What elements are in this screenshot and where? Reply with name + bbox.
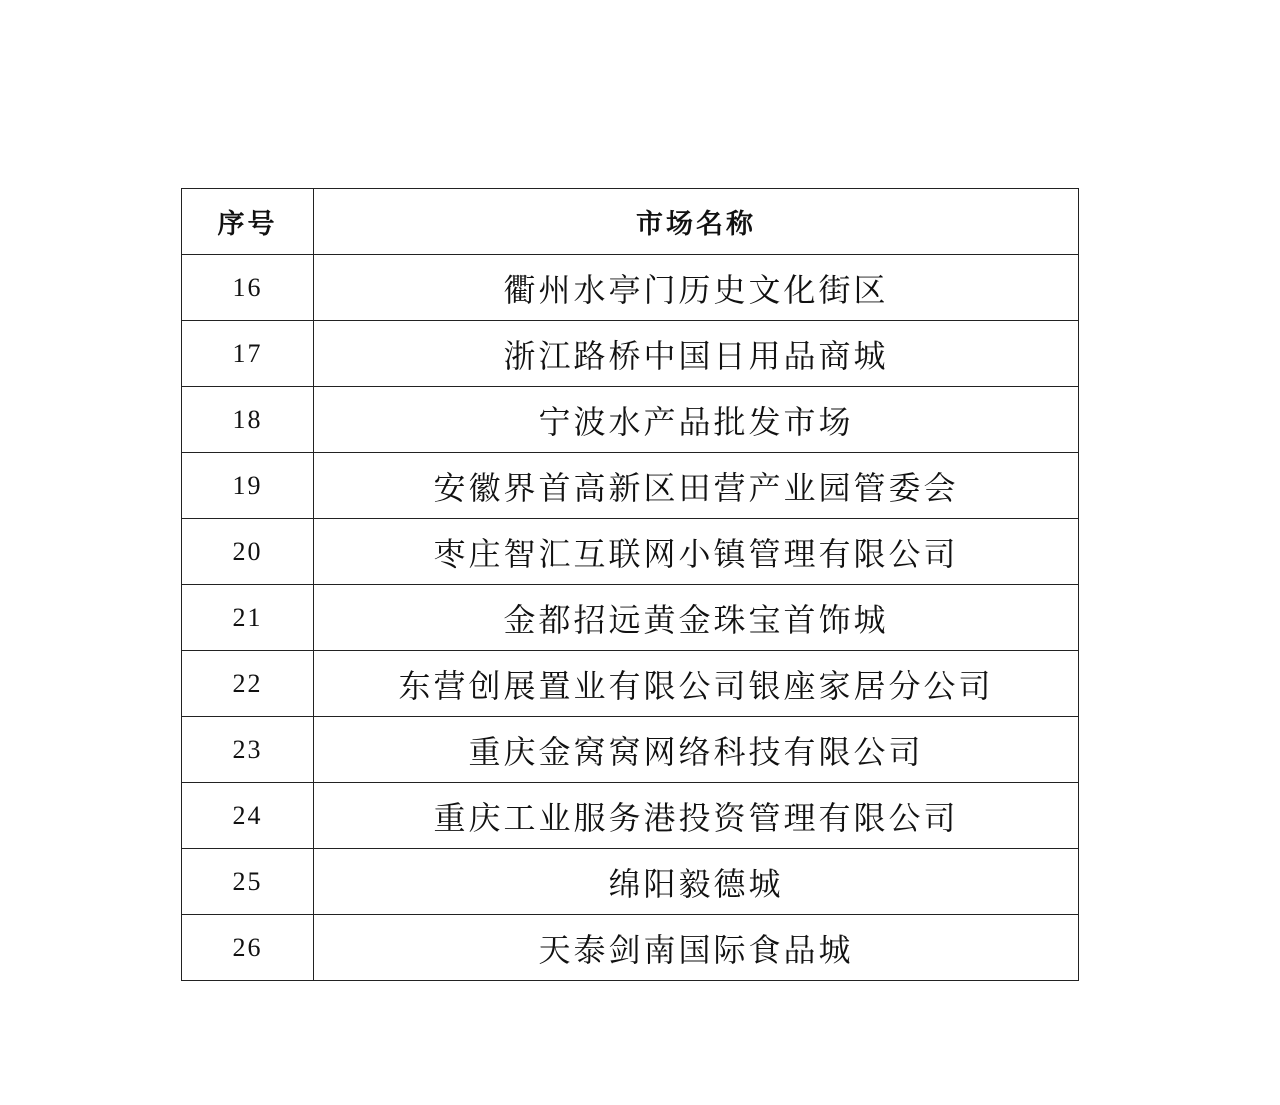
row-number: 17	[182, 321, 314, 387]
row-market-name: 宁波水产品批发市场	[314, 387, 1079, 453]
table-row	[182, 585, 1079, 651]
table-row	[182, 717, 1079, 783]
row-market-name: 天泰剑南国际食品城	[314, 915, 1079, 981]
row-market-name: 东营创展置业有限公司银座家居分公司	[314, 651, 1079, 717]
row-number: 24	[182, 783, 314, 849]
table-row	[182, 651, 1079, 717]
table-row	[182, 255, 1079, 321]
table-row	[182, 519, 1079, 585]
row-market-name: 浙江路桥中国日用品商城	[314, 321, 1079, 387]
row-number: 21	[182, 585, 314, 651]
table-row	[182, 387, 1079, 453]
row-market-name: 重庆金窝窝网络科技有限公司	[314, 717, 1079, 783]
table-row	[182, 321, 1079, 387]
table-header-row	[182, 189, 1079, 255]
row-number: 23	[182, 717, 314, 783]
row-number: 25	[182, 849, 314, 915]
market-list-table	[181, 188, 1079, 981]
row-market-name: 安徽界首高新区田营产业园管委会	[314, 453, 1079, 519]
row-number: 19	[182, 453, 314, 519]
row-number: 18	[182, 387, 314, 453]
row-market-name: 重庆工业服务港投资管理有限公司	[314, 783, 1079, 849]
row-market-name: 金都招远黄金珠宝首饰城	[314, 585, 1079, 651]
row-market-name: 衢州水亭门历史文化街区	[314, 255, 1079, 321]
table-row	[182, 915, 1079, 981]
row-market-name: 绵阳毅德城	[314, 849, 1079, 915]
table-row	[182, 849, 1079, 915]
row-number: 16	[182, 255, 314, 321]
header-number: 序号	[182, 189, 314, 255]
row-number: 22	[182, 651, 314, 717]
table-row	[182, 453, 1079, 519]
header-market-name: 市场名称	[314, 189, 1079, 255]
row-number: 26	[182, 915, 314, 981]
table-row	[182, 783, 1079, 849]
row-market-name: 枣庄智汇互联网小镇管理有限公司	[314, 519, 1079, 585]
row-number: 20	[182, 519, 314, 585]
